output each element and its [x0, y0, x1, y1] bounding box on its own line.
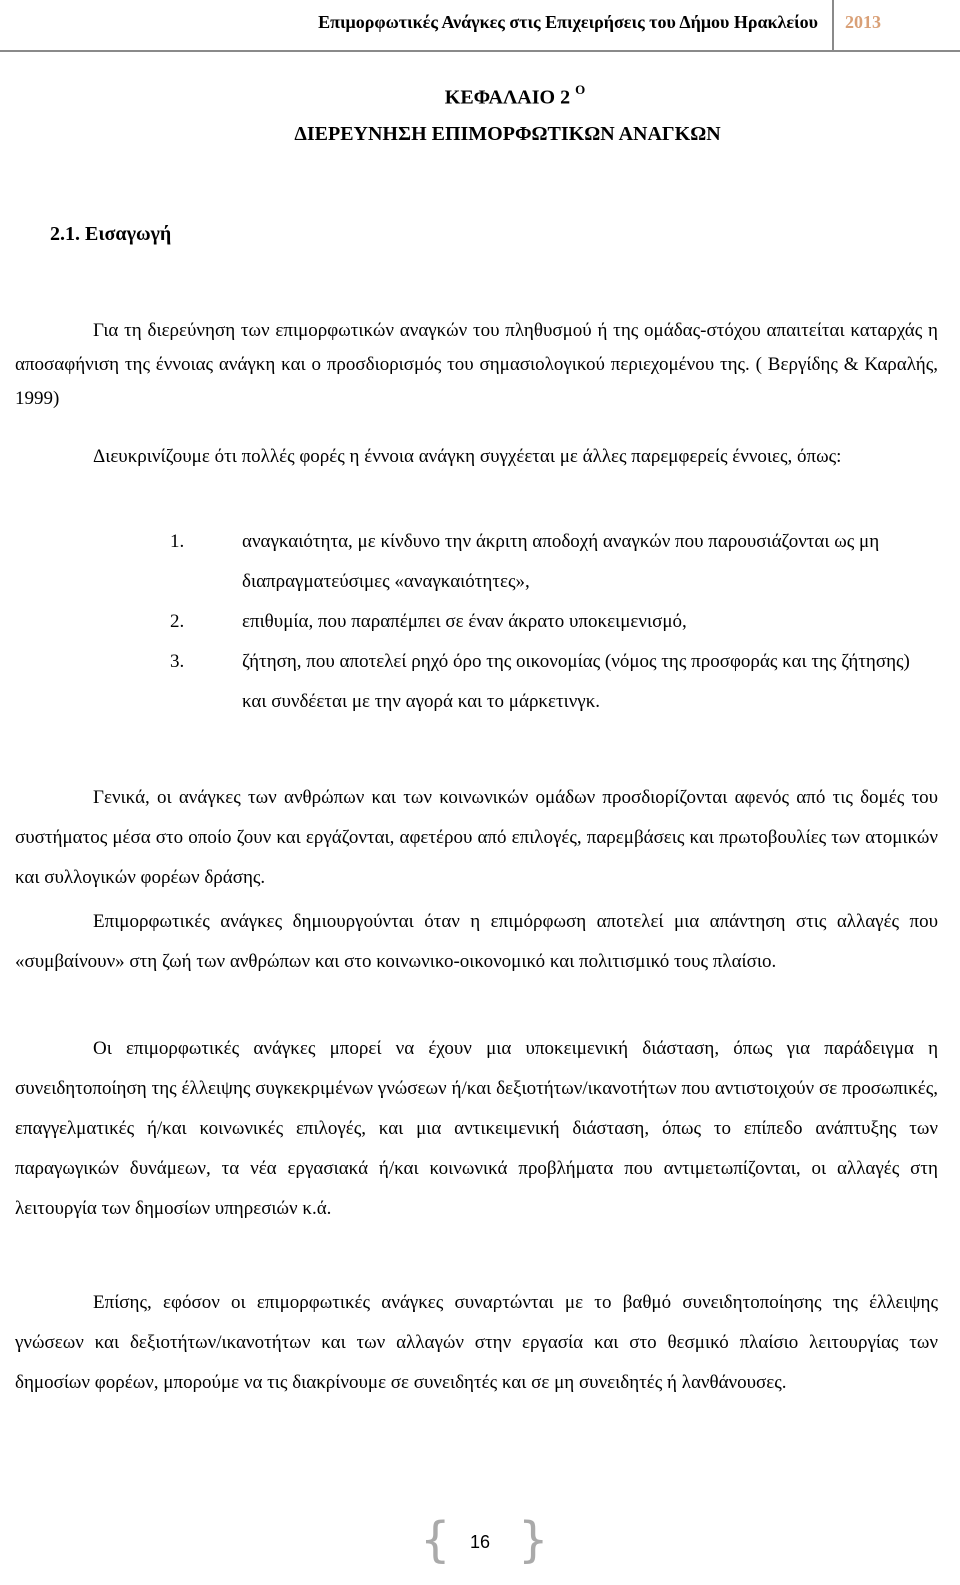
- paragraph-general: Γενικά, οι ανάγκες των ανθρώπων και των κοινωνικών ομάδων προσδιορίζονται αφενός από τις δομές του συστήματος μέσα στο οποίο ζουν και εργάζονται, αφετέρου από επιλογές, παρεμβάσεις και πρωτοβουλίες των ατομικών και συλλογικών φορέων δράσης.: [15, 787, 938, 888]
- paragraph-training-needs: Επιμορφωτικές ανάγκες δημιουργούνται όταν η επιμόρφωση αποτελεί μια απάντηση στις αλλαγές που «συμβαίνουν» στη ζωή των ανθρώπων και στο κοινωνικο-οικονομικό και πολιτισμικό τους πλαίσιο.: [15, 911, 938, 972]
- right-brace-icon: }: [518, 1512, 549, 1568]
- list-number: 1.: [170, 531, 185, 552]
- list-item: [170, 522, 910, 602]
- chapter-title: ΔΙΕΡΕΥΝΗΣΗ ΕΠΙΜΟΡΦΩΤΙΚΩΝ ΑΝΑΓΚΩΝ: [294, 123, 721, 145]
- list-text: ζήτηση, που αποτελεί ρηχό όρο της οικονομίας (νόμος της προσφοράς και της ζήτησης) και συνδέεται με την αγορά και το μάρκετινγκ.: [242, 651, 910, 712]
- chapter-ordinal: Ο: [575, 82, 586, 97]
- page-header: [0, 0, 960, 52]
- list-text: αναγκαιότητα, με κίνδυνο την άκριτη αποδοχή αναγκών που παρουσιάζονται ως μη διαπραγματεύσιμες «αναγκαιότητες»,: [242, 531, 880, 592]
- page-number: 16: [469, 1532, 491, 1552]
- header-rule: [0, 50, 960, 52]
- paragraph-intro: Για τη διερεύνηση των επιμορφωτικών αναγκών του πληθυσμού ή της ομάδας-στόχου απαιτείται καταρχάς η αποσαφήνιση της έννοιας ανάγκη και ο προσδιορισμός του σημασιολογικού περιεχομένου της. ( Βεργίδης & Καραλής, 1999): [15, 320, 938, 409]
- list-item: [170, 642, 910, 722]
- header-year: 2013: [845, 12, 881, 32]
- paragraph-dimensions: Οι επιμορφωτικές ανάγκες μπορεί να έχουν μια υποκειμενική διάσταση, όπως για παράδειγμα η συνειδητοποίηση της έλλειψης συγκεκριμένων γνώσεων ή/και δεξιοτήτων/ικανοτήτων που αντιστοιχούν σε προσωπικές, επαγγελματικές ή/και κοινωνικές επιλογές, και μια αντικειμενική διάσταση, όπως το επίπεδο ανάπτυξης των παραγωγικών δυνάμεων, τα νέα εργασιακά ή/και κοινωνικά προβλήματα που αντιμετωπίζονται, οι αλλαγές στη λειτουργία των δημοσίων υπηρεσιών κ.ά.: [15, 1038, 938, 1219]
- page-footer: [0, 1512, 960, 1572]
- paragraph-awareness: Επίσης, εφόσον οι επιμορφωτικές ανάγκες συναρτώνται με το βαθμό συνειδητοποίησης της έλλειψης γνώσεων και δεξιοτήτων/ικανοτήτων και των αλλαγών στην εργασία και στο θεσμικό πλαίσιο λειτουργίας των δημοσίων φορέων, μπορούμε να τις διακρίνουμε σε συνειδητές και σε μη συνειδητές ή λανθάνουσες.: [15, 1292, 938, 1393]
- paragraph-clarify: Διευκρινίζουμε ότι πολλές φορές η έννοια ανάγκη συγχέεται με άλλες παρεμφερείς έννοιες, όπως:: [93, 446, 842, 467]
- chapter-label: [0, 84, 960, 110]
- list-text: επιθυμία, που παραπέμπει σε έναν άκρατο υποκειμενισμό,: [242, 611, 687, 632]
- section-heading: 2.1. Εισαγωγή: [50, 223, 172, 245]
- left-brace-icon: {: [420, 1512, 451, 1568]
- running-title: Επιμορφωτικές Ανάγκες στις Επιχειρήσεις του Δήμου Ηρακλείου: [318, 12, 818, 32]
- chapter-number: ΚΕΦΑΛΑΙΟ 2: [444, 86, 571, 109]
- concept-list: [170, 522, 910, 722]
- list-item: [170, 602, 910, 642]
- header-divider: [832, 0, 834, 50]
- list-number: 2.: [170, 611, 185, 632]
- list-number: 3.: [170, 651, 185, 672]
